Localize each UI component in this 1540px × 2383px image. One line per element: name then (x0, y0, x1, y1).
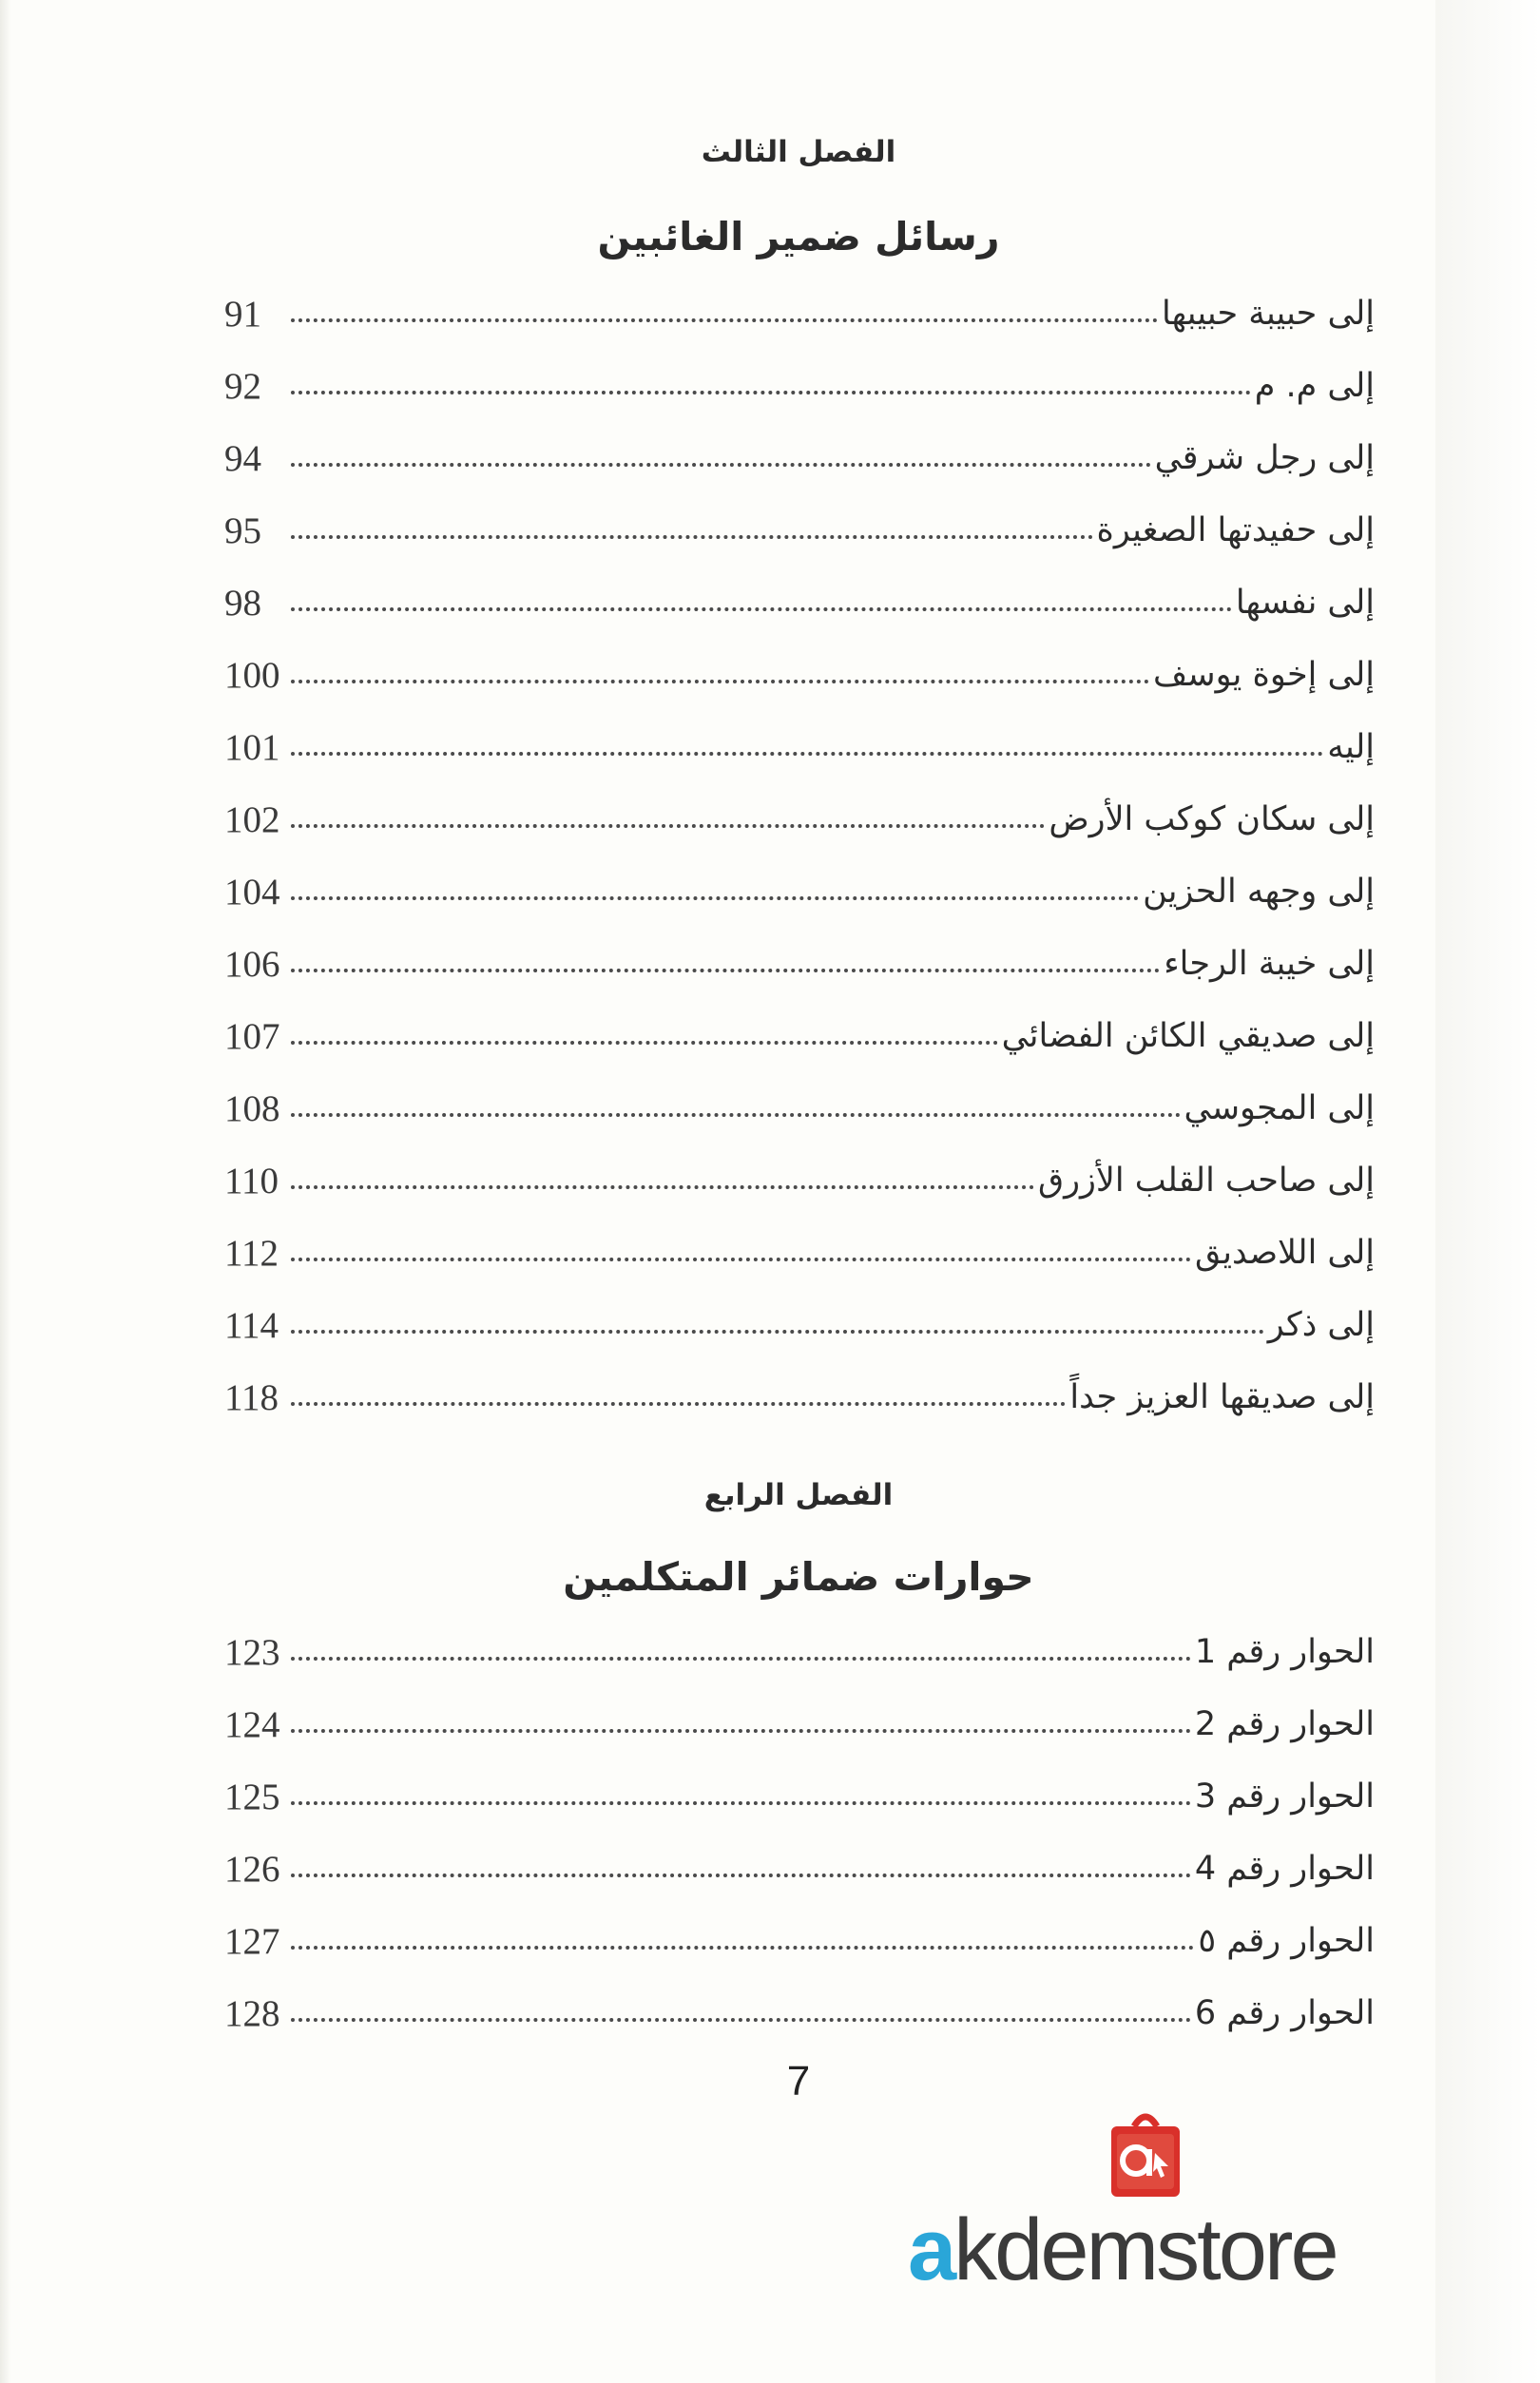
toc-entry[interactable] (224, 1000, 1375, 1072)
toc-entry[interactable] (224, 350, 1375, 422)
toc-entry[interactable] (224, 1361, 1375, 1433)
chapter4-label: الفصل الرابع (703, 1478, 894, 1512)
toc-entry[interactable] (224, 928, 1375, 1000)
brand-wordmark: akdemstore (908, 2201, 1337, 2298)
toc-page-number: 127 (224, 1920, 280, 1962)
chapter3-title: رسائل ضمير الغائبين (597, 214, 1000, 259)
toc-page-number: 104 (224, 871, 280, 913)
toc-entry-title: إلى م. م (1254, 367, 1375, 405)
toc-entry-title: إلى رجل شرقي (1154, 439, 1375, 477)
toc-entry-title: الحوار رقم 6 (1194, 1994, 1375, 2032)
toc-entry[interactable] (224, 1905, 1375, 1977)
toc-page-number: 108 (224, 1087, 280, 1129)
toc-page-number: 91 (224, 293, 261, 335)
toc-dot-leader (291, 2018, 1191, 2022)
toc-entry-title: إليه (1327, 728, 1375, 766)
page-right-margin (1435, 0, 1540, 2383)
toc-dot-leader (291, 896, 1139, 900)
toc-page-number: 107 (224, 1015, 280, 1057)
toc-entry-title: الحوار رقم 3 (1194, 1778, 1375, 1816)
toc-entry-title: إلى صاحب القلب الأزرق (1037, 1162, 1375, 1200)
toc-page-number: 106 (224, 943, 280, 985)
toc-dot-leader (291, 1946, 1194, 1950)
toc-page-number: 101 (224, 726, 280, 768)
toc-page-number: 102 (224, 798, 280, 840)
toc-dot-leader (291, 1657, 1191, 1661)
toc-entry[interactable] (224, 494, 1375, 567)
toc-page-number: 94 (224, 437, 261, 479)
toc-entry[interactable] (224, 567, 1375, 639)
toc-page-number: 110 (224, 1160, 279, 1201)
toc-dot-leader (291, 1801, 1191, 1805)
toc-page-number: 95 (224, 509, 261, 551)
toc-entry-title: الحوار رقم ٥ (1198, 1922, 1375, 1960)
toc-entry[interactable] (224, 278, 1375, 350)
brand-logo[interactable] (908, 2105, 1402, 2298)
toc-entry[interactable] (224, 711, 1375, 783)
toc-entry-title: إلى اللاصديق (1195, 1234, 1375, 1272)
toc-page-number: 125 (224, 1776, 280, 1817)
toc-entry-title: الحوار رقم 1 (1194, 1633, 1375, 1671)
toc-entry-title: الحوار رقم 4 (1194, 1850, 1375, 1888)
toc-entry-title: إلى سكان كوكب الأرض (1049, 800, 1375, 838)
toc-entry-title: إلى وجهه الحزين (1143, 873, 1375, 911)
toc-entry[interactable] (224, 1760, 1375, 1833)
toc-entry[interactable] (224, 422, 1375, 494)
toc-entry-title: إلى حفيدتها الصغيرة (1096, 511, 1375, 549)
chapter4-toc-list (224, 1616, 1375, 2049)
chapter3-label: الفصل الثالث (701, 135, 896, 169)
toc-entry-title: إلى إخوة يوسف (1153, 656, 1375, 694)
toc-dot-leader (291, 969, 1160, 972)
toc-dot-leader (291, 391, 1251, 394)
book-bag-icon (1098, 2105, 1193, 2200)
toc-dot-leader (291, 680, 1149, 683)
toc-page-number: 114 (224, 1304, 279, 1346)
toc-entry[interactable] (224, 855, 1375, 928)
toc-page-number: 112 (224, 1232, 279, 1274)
toc-dot-leader (291, 535, 1093, 539)
toc-entry-title: إلى خيبة الرجاء (1164, 945, 1375, 983)
toc-dot-leader (291, 1874, 1191, 1877)
toc-page-number: 126 (224, 1848, 280, 1890)
toc-dot-leader (291, 1113, 1181, 1117)
toc-page-number: 123 (224, 1631, 280, 1673)
toc-entry[interactable] (224, 1977, 1375, 2049)
toc-entry[interactable] (224, 1144, 1375, 1217)
toc-entry[interactable] (224, 1289, 1375, 1361)
toc-entry-title: إلى صديقي الكائن الفضائي (1001, 1017, 1375, 1055)
toc-page-number: 118 (224, 1376, 279, 1418)
toc-page-number: 128 (224, 1992, 280, 2034)
toc-dot-leader (291, 1041, 998, 1045)
toc-dot-leader (291, 1185, 1034, 1189)
toc-dot-leader (291, 318, 1158, 322)
toc-dot-leader (291, 463, 1151, 467)
toc-dot-leader (291, 1402, 1066, 1406)
toc-entry[interactable] (224, 1072, 1375, 1144)
toc-entry-title: إلى حبيبة حبيبها (1161, 295, 1375, 333)
page-edge-shadow (0, 0, 11, 2383)
toc-entry[interactable] (224, 1688, 1375, 1760)
toc-entry[interactable] (224, 783, 1375, 855)
toc-page-number: 92 (224, 365, 261, 407)
toc-page-number: 100 (224, 654, 280, 696)
toc-dot-leader (291, 1330, 1264, 1334)
toc-entry-title: إلى المجوسي (1184, 1089, 1375, 1127)
toc-entry[interactable] (224, 1616, 1375, 1688)
toc-entry-title: إلى نفسها (1235, 584, 1375, 622)
toc-entry[interactable] (224, 1217, 1375, 1289)
toc-page-number: 98 (224, 582, 261, 624)
page-number: 7 (786, 2058, 811, 2104)
toc-dot-leader (291, 752, 1323, 756)
toc-entry-title: إلى ذكر (1267, 1306, 1375, 1344)
chapter3-toc-list (224, 278, 1375, 1433)
toc-entry[interactable] (224, 1833, 1375, 1905)
toc-entry[interactable] (224, 639, 1375, 711)
toc-page-number: 124 (224, 1703, 280, 1745)
toc-entry-title: الحوار رقم 2 (1194, 1705, 1375, 1743)
toc-dot-leader (291, 824, 1045, 828)
toc-dot-leader (291, 607, 1232, 611)
chapter4-title: حوارات ضمائر المتكلمين (563, 1554, 1034, 1600)
toc-dot-leader (291, 1729, 1191, 1733)
toc-dot-leader (291, 1258, 1191, 1261)
toc-entry-title: إلى صديقها العزيز جداً (1069, 1378, 1375, 1416)
